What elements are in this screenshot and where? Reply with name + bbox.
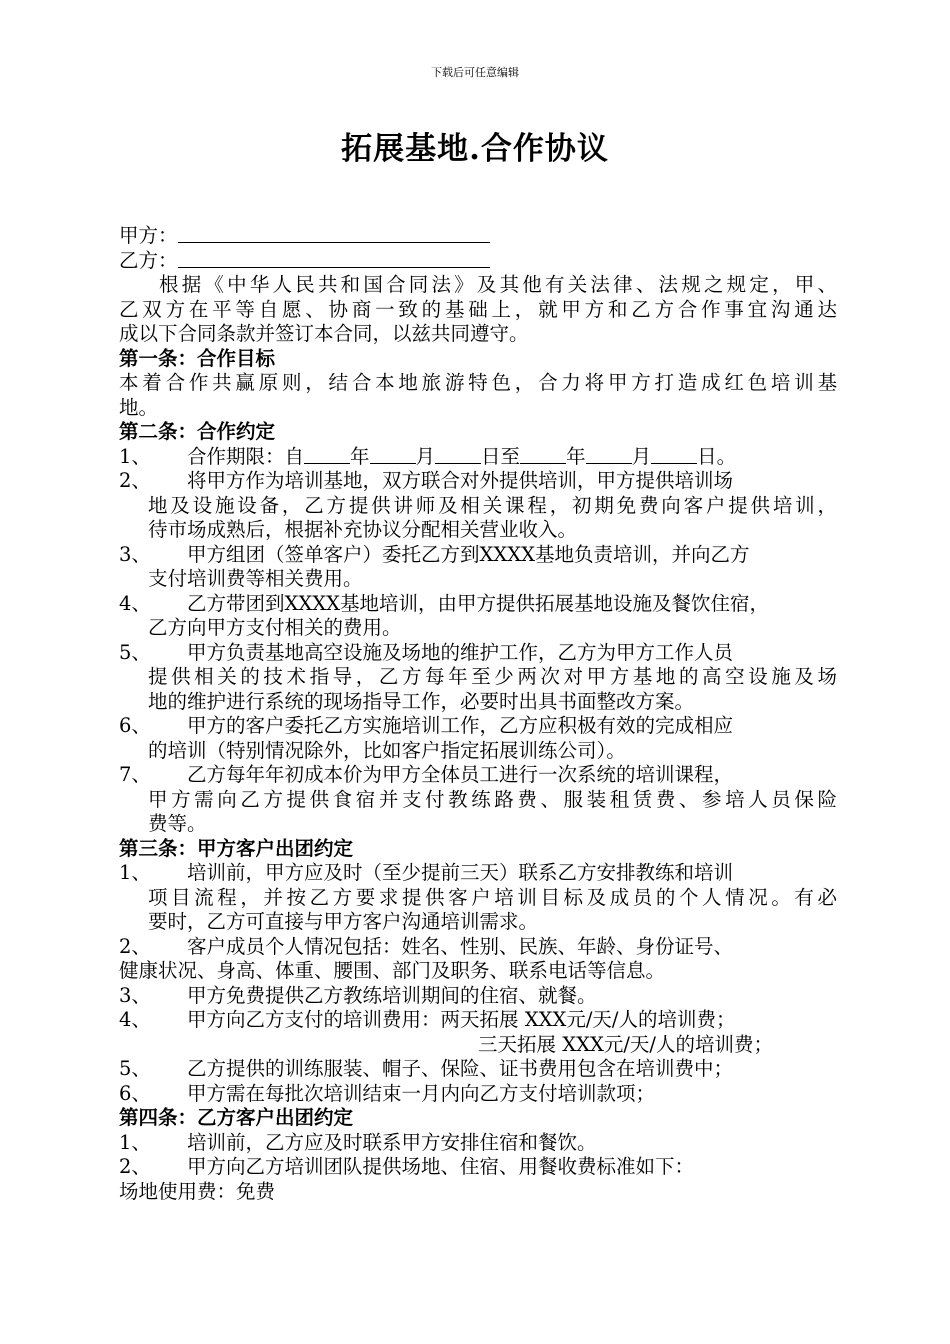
preamble-line: 乙双方在平等自愿、协商一致的基础上，就甲方和乙方合作事宜沟通达 [119, 297, 837, 321]
item-continuation: 提供相关的技术指导，乙方每年至少两次对甲方基地的高空设施及场 [148, 665, 837, 688]
document-body [119, 224, 837, 1204]
item-continuation: 地及设施设备，乙方提供讲师及相关课程，初期免费向客户提供培训， [148, 493, 837, 517]
date-blank [651, 445, 697, 464]
article-2-item: 7、 乙方每年年初成本价为甲方全体员工进行一次系统的培训课程， [119, 763, 734, 786]
item-continuation: 健康状况、身高、体重、腰围、部门及职务、联系电话等信息。 [119, 959, 666, 982]
item-continuation: 的培训（特别情况除外，比如客户指定拓展训练公司）。 [148, 738, 626, 762]
party-b-label: 乙方： [119, 248, 178, 272]
item-continuation: 待市场成熟后，根据补充协议分配相关营业收入。 [148, 518, 578, 541]
article-2-item: 2、 将甲方作为培训基地，双方联合对外提供培训，甲方提供培训场 [119, 469, 734, 492]
article-4-item: 2、 甲方向乙方培训团队提供场地、住宿、用餐收费标准如下： [119, 1155, 695, 1178]
item-continuation: 乙方向甲方支付相关的费用。 [148, 616, 402, 639]
item-continuation: 费等。 [148, 812, 207, 835]
article-1-line: 地。 [119, 395, 159, 419]
preamble-line: 成以下合同条款并签订本合同，以兹共同遵守。 [119, 322, 529, 345]
site-fee-line: 场地使用费：免费 [119, 1179, 276, 1203]
item-continuation: 要时，乙方可直接与甲方客户沟通培训需求。 [148, 910, 539, 933]
article-1-heading: 第一条：合作目标 [119, 346, 276, 370]
article-3-heading: 第三条：甲方客户出团约定 [119, 836, 354, 860]
date-blank [370, 445, 416, 464]
party-b-line [119, 249, 837, 274]
item-continuation: 地的维护进行系统的现场指导工作，必要时出具书面整改方案。 [148, 689, 695, 713]
party-a-line [119, 224, 837, 249]
item-number: 1、 [119, 444, 151, 468]
article-2-item-1 [119, 445, 837, 470]
item-continuation: 甲方需向乙方提供食宿并支付教练路费、服装租赁费、参培人员保险 [148, 787, 837, 811]
article-4-item: 1、 培训前，乙方应及时联系甲方安排住宿和餐饮。 [119, 1130, 597, 1154]
fee-line-2: 三天拓展 XXX元/天/人的培训费； [478, 1032, 773, 1056]
article-3-item: 4、 甲方向乙方支付的培训费用：两天拓展 XXX元/天/人的培训费； [119, 1008, 736, 1031]
article-4-heading: 第四条：乙方客户出团约定 [119, 1106, 354, 1129]
document-title: 拓展基地.合作协议 [341, 131, 609, 167]
article-3-item: 5、 乙方提供的训练服装、帽子、保险、证书费用包含在培训费中； [119, 1057, 734, 1080]
article-2-heading: 第二条：合作约定 [119, 420, 276, 443]
item-continuation: 项目流程，并按乙方要求提供客户培训目标及成员的个人情况。有必 [148, 885, 837, 909]
party-b-blank [178, 249, 490, 268]
date-blank [304, 445, 350, 464]
date-blank [520, 445, 566, 464]
party-a-label: 甲方： [119, 224, 178, 247]
article-2-item: 5、 甲方负责基地高空设施及场地的维护工作，乙方为甲方工作人员 [119, 640, 734, 664]
header-note: 下载后可任意编辑 [431, 66, 519, 79]
article-3-item: 2、 客户成员个人情况包括：姓名、性别、民族、年龄、身份证号、 [119, 934, 734, 958]
article-2-item: 6、 甲方的客户委托乙方实施培训工作，乙方应积极有效的完成相应 [119, 714, 734, 737]
party-a-blank [178, 224, 490, 243]
article-3-item: 1、 培训前，甲方应及时（至少提前三天）联系乙方安排教练和培训 [119, 861, 734, 884]
date-blank [435, 445, 481, 464]
article-1-line: 本着合作共赢原则，结合本地旅游特色，合力将甲方打造成红色培训基 [119, 371, 837, 394]
preamble-line: 根据《中华人民共和国合同法》及其他有关法律、法规之规定，甲、 [159, 273, 837, 296]
article-2-item: 4、 乙方带团到XXXX基地培训，由甲方提供拓展基地设施及餐饮住宿， [119, 591, 770, 615]
term-text: 合作期限：自 年 月 日至 年 月 日。 [187, 444, 737, 468]
article-3-item: 6、 甲方需在每批次培训结束一月内向乙方支付培训款项； [119, 1081, 656, 1105]
article-2-item: 3、 甲方组团（签单客户）委托乙方到XXXX基地负责培训，并向乙方 [119, 542, 750, 566]
item-continuation: 支付培训费等相关费用。 [148, 567, 363, 590]
article-3-item: 3、 甲方免费提供乙方教练培训期间的住宿、就餐。 [119, 983, 597, 1007]
date-blank [586, 445, 632, 464]
